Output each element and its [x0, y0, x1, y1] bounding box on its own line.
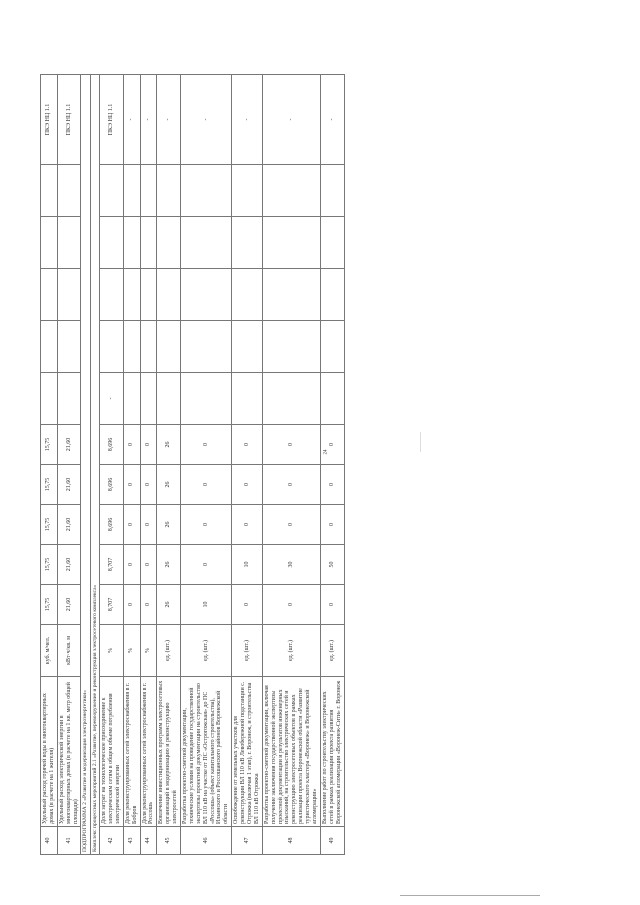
unit-cell: ед. (шт.)	[232, 625, 263, 677]
value-cell	[157, 321, 181, 373]
indicator-name: Доля затрат на технологическое присоединение к электрическим сетям в общем объеме потребления электрической энергии	[100, 677, 124, 827]
value-cell: 26	[157, 505, 181, 545]
value-cell	[123, 321, 140, 373]
value-cell	[57, 165, 81, 217]
table-row	[180, 75, 231, 855]
program-code: -	[232, 75, 263, 165]
row-number: 47	[232, 827, 263, 855]
value-cell: 0	[140, 585, 157, 625]
value-cell	[57, 269, 81, 321]
value-cell: 10	[180, 585, 231, 625]
value-cell	[123, 217, 140, 269]
program-code: ПКЭ НЦ 1.1	[57, 75, 81, 165]
value-cell: 0	[232, 585, 263, 625]
value-cell	[262, 217, 320, 269]
value-cell: 8,696	[100, 465, 124, 505]
value-cell: 21,60	[57, 585, 81, 625]
value-cell: 0	[180, 505, 231, 545]
table-row	[41, 75, 58, 855]
value-cell	[140, 321, 157, 373]
value-cell	[320, 321, 344, 373]
value-cell: 50	[320, 545, 344, 585]
value-cell	[232, 269, 263, 321]
rotated-page	[40, 75, 600, 855]
row-number: 44	[140, 827, 157, 855]
table-row	[57, 75, 81, 855]
value-cell	[262, 269, 320, 321]
value-cell: 0	[320, 505, 344, 545]
value-cell: 0	[180, 425, 231, 465]
value-cell	[57, 321, 81, 373]
indicator-name: Доля реконструированных сетей электроснабжения в г. Бобров	[123, 677, 140, 827]
value-cell: 0	[140, 465, 157, 505]
value-cell	[232, 321, 263, 373]
value-cell	[180, 321, 231, 373]
value-cell: 0	[320, 465, 344, 505]
value-cell: 26	[157, 545, 181, 585]
value-cell: 15,75	[41, 505, 58, 545]
unit-cell: куб. м/чел.	[41, 625, 58, 677]
value-cell: 0	[262, 505, 320, 545]
value-cell	[320, 217, 344, 269]
table-row	[100, 75, 124, 855]
section-title: Комплекс процессных мероприятий 2.1 «Развитие, перевооружение и реконструкция электросетевого комплекса»	[90, 75, 99, 855]
value-cell: 0	[140, 425, 157, 465]
value-cell	[123, 373, 140, 425]
value-cell: 15,75	[41, 425, 58, 465]
unit-cell: ед. (шт.)	[320, 625, 344, 677]
value-cell	[140, 217, 157, 269]
page-number: 24	[323, 449, 329, 455]
row-number: 45	[157, 827, 181, 855]
value-cell: 0	[123, 465, 140, 505]
value-cell	[320, 373, 344, 425]
value-cell	[41, 321, 58, 373]
table-row	[262, 75, 320, 855]
value-cell	[140, 373, 157, 425]
value-cell	[41, 269, 58, 321]
indicator-name: Разработка проектно-сметной документации, включая получение заключения государственной экспертизы проектной документации и результатов инженерных изысканий, на строительство электрических сетей и реконструкцию электросетевых объектов в рамках реализации проекта Воронежской области «Развитие туристического кластера «Воронеж» и Воронежской агломерации»	[262, 677, 320, 827]
value-cell	[140, 165, 157, 217]
row-number: 41	[57, 827, 81, 855]
value-cell	[100, 269, 124, 321]
table-row	[232, 75, 263, 855]
program-code: -	[320, 75, 344, 165]
value-cell: 15,75	[41, 585, 58, 625]
program-code: -	[123, 75, 140, 165]
value-cell	[232, 165, 263, 217]
section-title: ПОДПРОГРАММА 2 «Развитие и модернизация электроэнергетики»	[81, 75, 90, 855]
value-cell: 0	[140, 505, 157, 545]
value-cell: 21,60	[57, 465, 81, 505]
indicator-name: Разработка проектно-сметной документации, технические условия на проведение государственной экспертизы проектной документации на строительство ВЛ 110 кВ на участке от ПС «Острогожская» до ПС «Россошь» (объект капитального строительства), Ильинского и Россошанского районов Воронежской области	[180, 677, 231, 827]
value-cell	[180, 217, 231, 269]
value-cell: 21,60	[57, 425, 81, 465]
row-number: 46	[180, 827, 231, 855]
indicator-name: Доля реконструированных сетей электроснабжения в г. Россошь	[140, 677, 157, 827]
row-number: 40	[41, 827, 58, 855]
value-cell	[157, 373, 181, 425]
value-cell	[320, 269, 344, 321]
value-cell: 26	[157, 585, 181, 625]
value-cell: 0	[232, 425, 263, 465]
value-cell	[41, 165, 58, 217]
row-number: 49	[320, 827, 344, 855]
program-code: -	[140, 75, 157, 165]
section-row	[81, 75, 90, 855]
value-cell: 8,707	[100, 585, 124, 625]
value-cell	[41, 217, 58, 269]
value-cell	[232, 217, 263, 269]
value-cell: 30	[262, 545, 320, 585]
value-cell	[180, 269, 231, 321]
scan-edge-line	[400, 895, 540, 896]
value-cell	[140, 269, 157, 321]
table-row	[157, 75, 181, 855]
value-cell	[157, 165, 181, 217]
value-cell: 8,707	[100, 545, 124, 585]
unit-cell: %	[123, 625, 140, 677]
value-cell: 0	[180, 465, 231, 505]
value-cell	[180, 373, 231, 425]
value-cell: 0	[180, 545, 231, 585]
value-cell: 26	[157, 465, 181, 505]
value-cell	[180, 165, 231, 217]
value-cell: 21,60	[57, 545, 81, 585]
indicator-name: Выполнение работ по строительству электрических сетей в рамках реализации проекта развития Воронежской агломерации «Воронеж-Сити» г. Воронеж	[320, 677, 344, 827]
indicator-name: Удельный расход электрической энергии в многоквартирных домах (в расчете на 1 кв. метр общей площади)	[57, 677, 81, 827]
value-cell	[262, 321, 320, 373]
value-cell	[123, 165, 140, 217]
value-cell: 8,696	[100, 505, 124, 545]
value-cell: 15,75	[41, 465, 58, 505]
value-cell: 10	[232, 545, 263, 585]
table-body	[41, 75, 345, 855]
program-code: ПКЭ НЦ 1.1	[100, 75, 124, 165]
section-row	[90, 75, 99, 855]
row-number: 42	[100, 827, 124, 855]
value-cell: 0	[123, 545, 140, 585]
row-number: 43	[123, 827, 140, 855]
indicator-name: Освобождение от земельных участков для реконструкции ВЛ 110 кВ Левобережной подстанции с. Отрожка (включая 1 этап), г. Воронеж, и строительства ВЛ 110 кВ Отрожка	[232, 677, 263, 827]
value-cell	[262, 373, 320, 425]
value-cell	[157, 269, 181, 321]
value-cell: 0	[232, 505, 263, 545]
value-cell: 0	[140, 545, 157, 585]
value-cell	[232, 373, 263, 425]
value-cell: 0	[320, 425, 344, 465]
unit-cell: ед. (шт.)	[180, 625, 231, 677]
value-cell: 15,75	[41, 545, 58, 585]
row-number: 48	[262, 827, 320, 855]
value-cell	[100, 165, 124, 217]
value-cell	[157, 217, 181, 269]
program-code: -	[157, 75, 181, 165]
table-row	[320, 75, 344, 855]
value-cell: 0	[232, 465, 263, 505]
value-cell: 0	[123, 585, 140, 625]
value-cell	[123, 269, 140, 321]
value-cell: 0	[123, 425, 140, 465]
value-cell: 21,60	[57, 505, 81, 545]
value-cell	[320, 165, 344, 217]
value-cell: 8,696	[100, 425, 124, 465]
table-row	[123, 75, 140, 855]
value-cell	[57, 217, 81, 269]
value-cell: 26	[157, 425, 181, 465]
unit-cell: %	[140, 625, 157, 677]
unit-cell: ед. (шт.)	[262, 625, 320, 677]
unit-cell: %	[100, 625, 124, 677]
value-cell: 0	[262, 425, 320, 465]
value-cell	[100, 217, 124, 269]
value-cell	[262, 165, 320, 217]
value-cell: 0	[123, 505, 140, 545]
program-code: -	[262, 75, 320, 165]
indicator-name: Удельный расход горячей воды в многоквартирных домах (в расчете на 1 жителя)	[41, 677, 58, 827]
program-code: -	[180, 75, 231, 165]
indicators-table	[40, 74, 345, 855]
value-cell: 0	[320, 585, 344, 625]
indicator-name: Вовлечение инвестиционных программ электросетевых организаций в модернизацию и реконструкцию электросетей	[157, 677, 181, 827]
value-cell	[100, 321, 124, 373]
unit-cell: ед. (шт.)	[157, 625, 181, 677]
program-code: ПКЭ НЦ 1.1	[41, 75, 58, 165]
value-cell: 0	[262, 465, 320, 505]
table-row	[140, 75, 157, 855]
value-cell	[41, 373, 58, 425]
unit-cell: кВт·ч/кв. м	[57, 625, 81, 677]
value-cell	[57, 373, 81, 425]
value-cell: 0	[262, 585, 320, 625]
value-cell: -	[100, 373, 124, 425]
